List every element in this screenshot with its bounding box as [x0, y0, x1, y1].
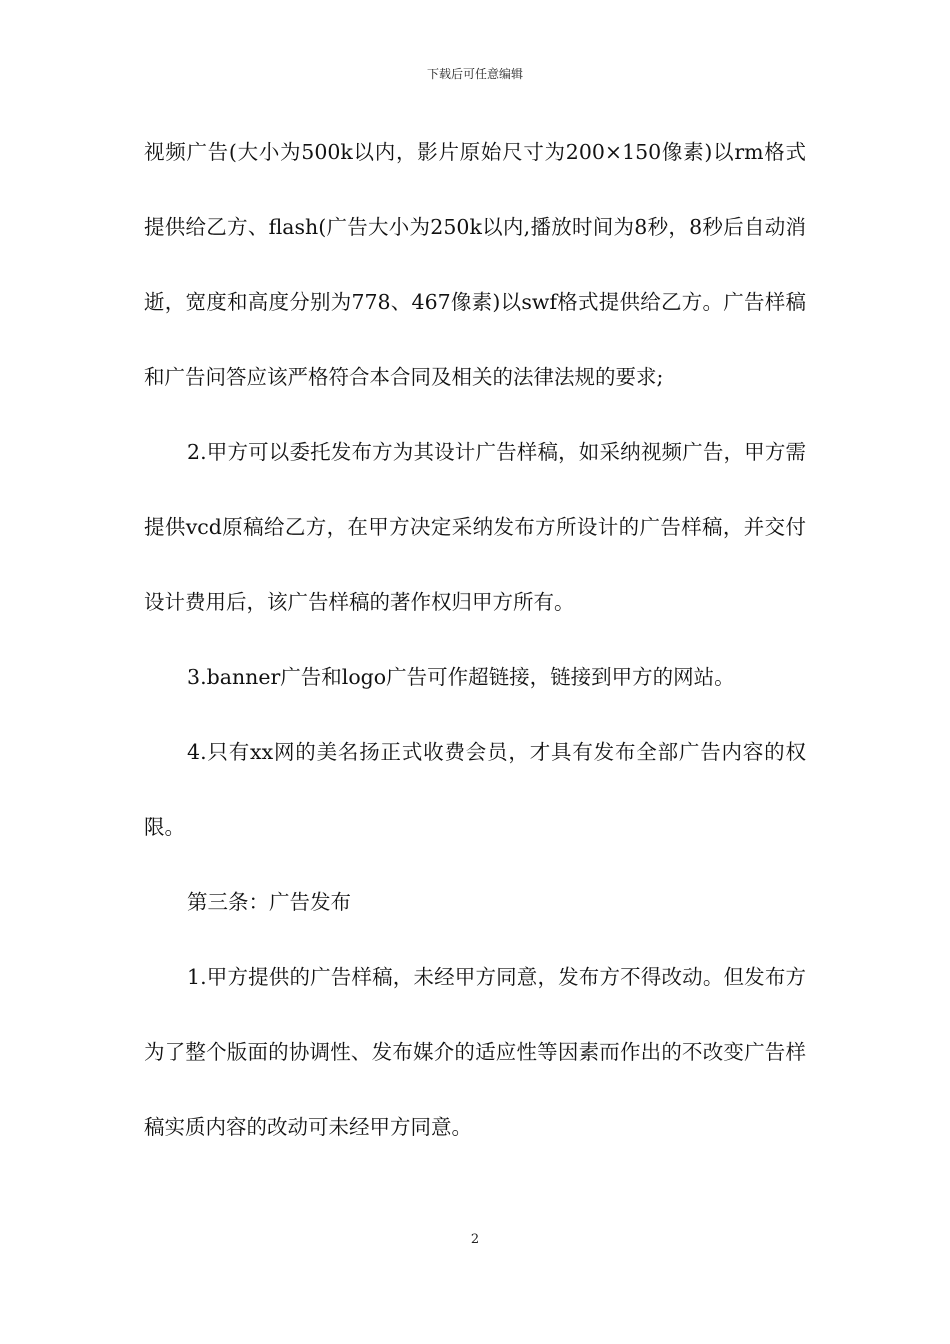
page-header: 下载后可任意编辑 [426, 67, 523, 81]
paragraph-design-commission: 2.甲方可以委托发布方为其设计广告样稿，如采纳视频广告，甲方需提供vcd原稿给乙方，在甲方决定采纳发布方所设计的广告样稿，并交付设计费用后，该广告样稿的著作权归甲方所有。 [144, 440, 806, 614]
document-body [144, 115, 806, 1165]
paragraph-no-modification: 1.甲方提供的广告样稿，未经甲方同意，发布方不得改动。但发布方为了整个版面的协调性、发布媒介的适应性等因素而作出的不改变广告样稿实质内容的改动可未经甲方同意。 [144, 965, 806, 1139]
page-number: 2 [470, 1232, 480, 1247]
paragraph-member-permissions: 4.只有xx网的美名扬正式收费会员，才具有发布全部广告内容的权限。 [144, 740, 806, 839]
paragraph-hyperlinks: 3.banner广告和logo广告可作超链接，链接到甲方的网站。 [187, 665, 735, 689]
paragraph-video-ad-specs: 视频广告(大小为500k以内，影片原始尺寸为200×150像素)以rm格式提供给乙方、flash(广告大小为250k以内,播放时间为8秒，8秒后自动消逝，宽度和高度分别为778、467像素)以swf格式提供给乙方。广告样稿和广告问答应该严格符合本合同及相关的法律法规的要求; [144, 140, 806, 389]
section-heading-article-3: 第三条：广告发布 [187, 890, 352, 914]
